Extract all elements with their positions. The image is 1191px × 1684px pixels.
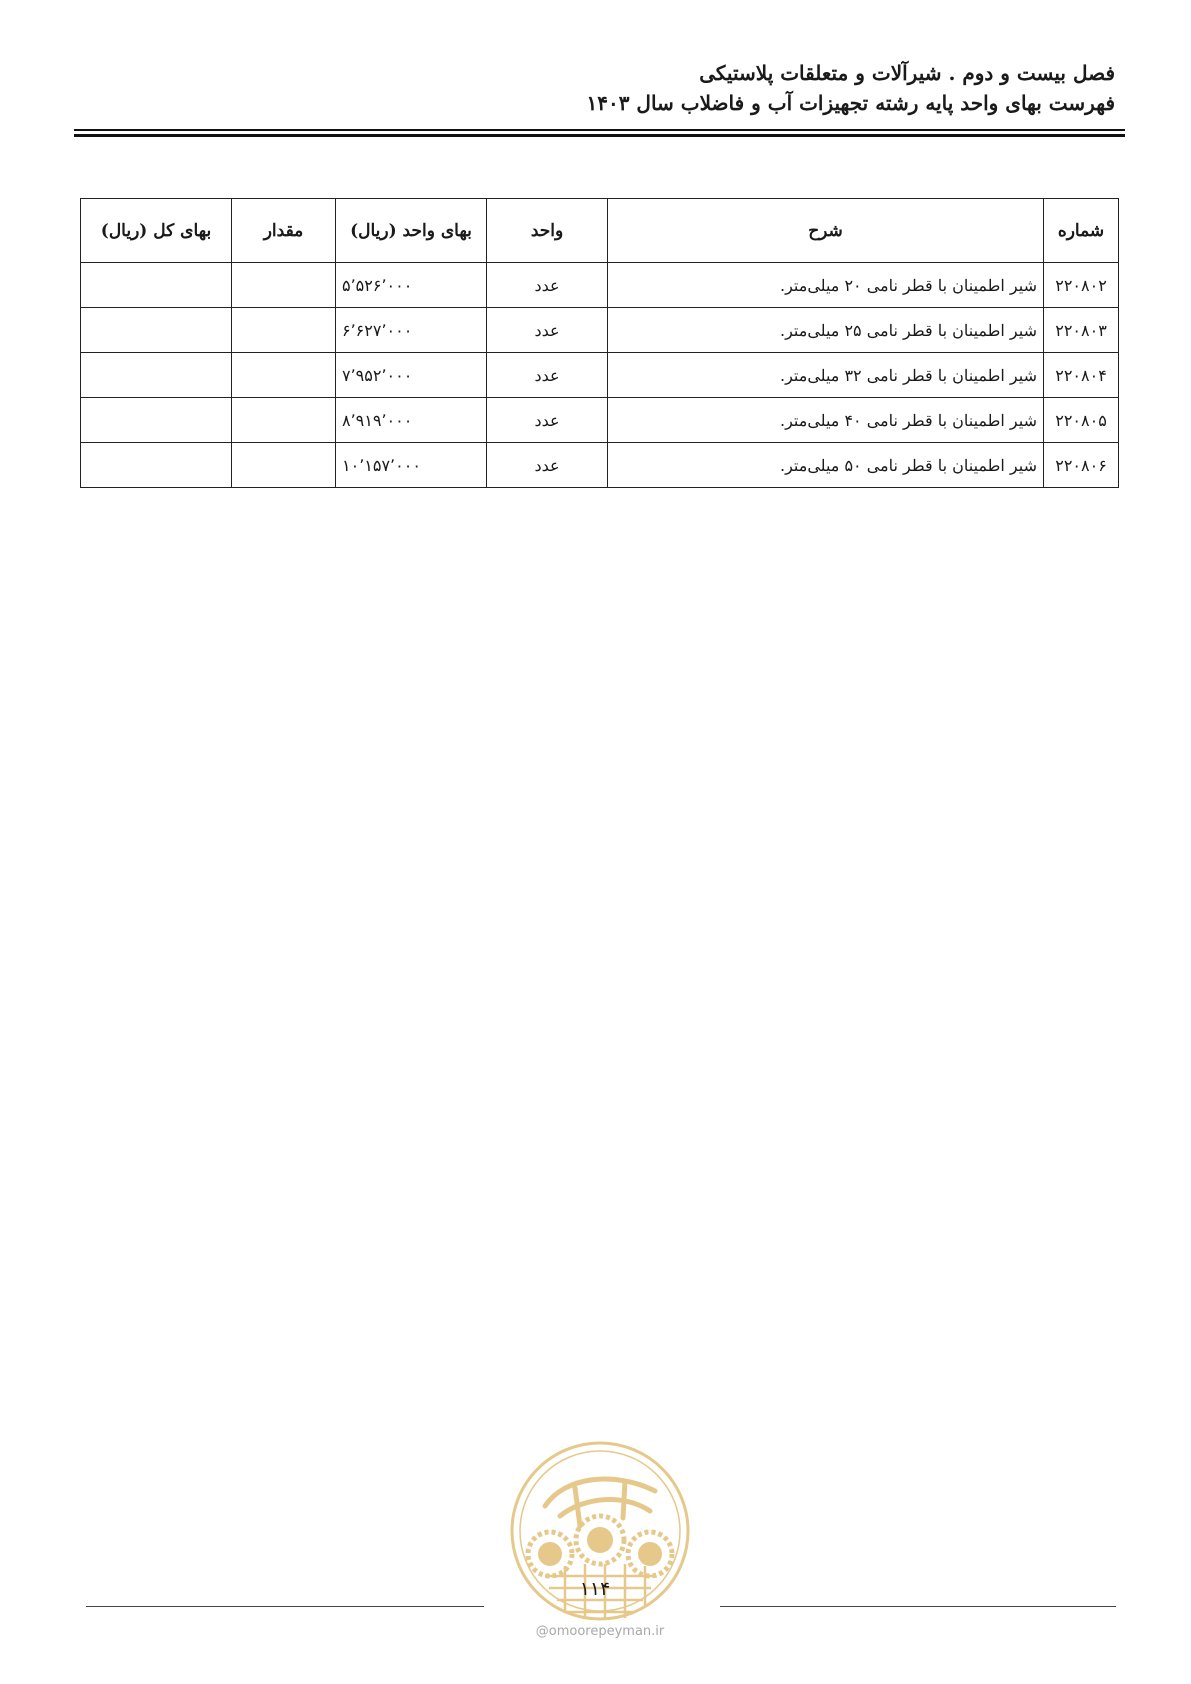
table-row <box>81 398 1119 443</box>
item-total <box>81 398 232 443</box>
catalog-title: فهرست بهای واحد پایه رشته تجهیزات آب و فاضلاب سال ۱۴۰۳ <box>586 91 1115 115</box>
item-description: شیر اطمینان با قطر نامی ۲۰ میلی‌متر. <box>608 263 1044 308</box>
column-header-description: شرح <box>608 199 1044 263</box>
item-quantity <box>232 263 336 308</box>
price-table <box>80 198 1119 488</box>
table-row <box>81 263 1119 308</box>
table-row <box>81 443 1119 488</box>
item-total <box>81 443 232 488</box>
item-total <box>81 263 232 308</box>
item-unit: عدد <box>487 353 608 398</box>
column-header-quantity: مقدار <box>232 199 336 263</box>
item-total <box>81 353 232 398</box>
footer-rule-left <box>86 1606 484 1607</box>
column-header-unit-price: بهای واحد (ریال) <box>336 199 487 263</box>
item-quantity <box>232 353 336 398</box>
page-number: ۱۱۴ <box>579 1578 611 1600</box>
header-rule-thin <box>74 129 1125 131</box>
column-header-code: شماره <box>1044 199 1119 263</box>
item-unit-price: ۷٬۹۵۲٬۰۰۰ <box>336 353 487 398</box>
item-unit-price: ۵٬۵۲۶٬۰۰۰ <box>336 263 487 308</box>
item-unit: عدد <box>487 308 608 353</box>
item-description: شیر اطمینان با قطر نامی ۲۵ میلی‌متر. <box>608 308 1044 353</box>
item-unit: عدد <box>487 398 608 443</box>
item-description: شیر اطمینان با قطر نامی ۴۰ میلی‌متر. <box>608 398 1044 443</box>
column-header-unit: واحد <box>487 199 608 263</box>
column-header-total: بهای کل (ریال) <box>81 199 232 263</box>
footer-rule-right <box>720 1606 1116 1607</box>
item-unit: عدد <box>487 443 608 488</box>
item-quantity <box>232 308 336 353</box>
table-row <box>81 308 1119 353</box>
table-row <box>81 353 1119 398</box>
item-quantity <box>232 443 336 488</box>
item-total <box>81 308 232 353</box>
item-code: ۲۲۰۸۰۳ <box>1044 308 1119 353</box>
item-description: شیر اطمینان با قطر نامی ۵۰ میلی‌متر. <box>608 443 1044 488</box>
item-unit: عدد <box>487 263 608 308</box>
item-description: شیر اطمینان با قطر نامی ۳۲ میلی‌متر. <box>608 353 1044 398</box>
page-header <box>586 58 1115 118</box>
table-header-row <box>81 199 1119 263</box>
item-unit-price: ۸٬۹۱۹٬۰۰۰ <box>336 398 487 443</box>
item-code: ۲۲۰۸۰۴ <box>1044 353 1119 398</box>
website-watermark: @omoorepeyman.ir <box>535 1624 665 1639</box>
chapter-title: فصل بیست و دوم . شیرآلات و متعلقات پلاستیکی <box>699 61 1115 85</box>
item-quantity <box>232 398 336 443</box>
header-rule-thick <box>74 134 1125 137</box>
item-code: ۲۲۰۸۰۵ <box>1044 398 1119 443</box>
item-unit-price: ۱۰٬۱۵۷٬۰۰۰ <box>336 443 487 488</box>
item-unit-price: ۶٬۶۲۷٬۰۰۰ <box>336 308 487 353</box>
item-code: ۲۲۰۸۰۶ <box>1044 443 1119 488</box>
item-code: ۲۲۰۸۰۲ <box>1044 263 1119 308</box>
